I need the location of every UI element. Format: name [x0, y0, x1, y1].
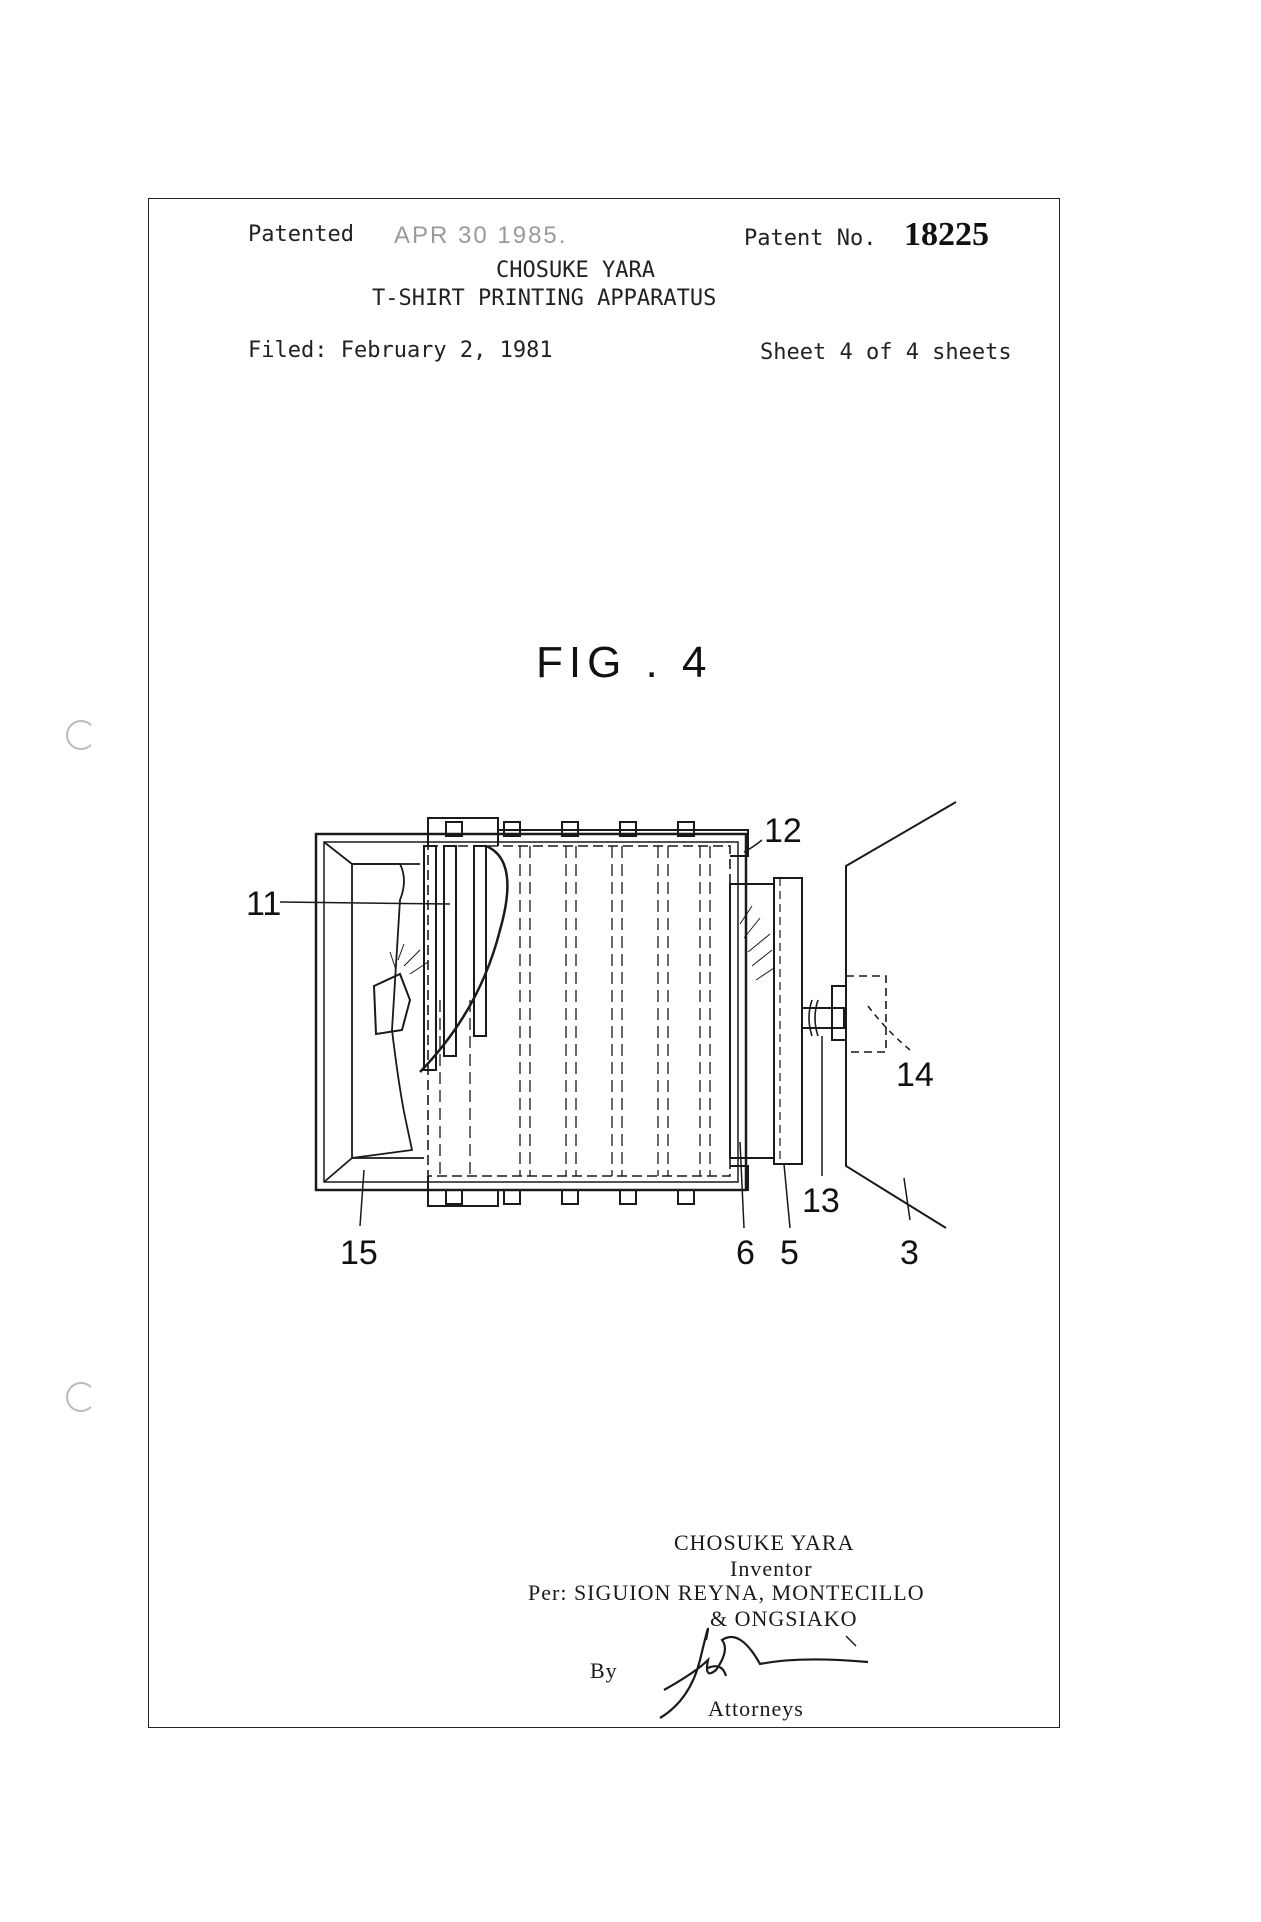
ref-numeral-15: 15: [340, 1234, 378, 1272]
patented-date-stamp: APR 30 1985.: [394, 222, 568, 249]
by-label: By: [590, 1658, 618, 1683]
ref-numeral-3: 3: [900, 1234, 919, 1272]
lamp-chamber: [352, 864, 412, 1158]
housing-bevel: [324, 842, 424, 1182]
print-head-5: [774, 878, 802, 1164]
patent-no-label: Patent No.: [744, 226, 877, 251]
patent-title: T-SHIRT PRINTING APPARATUS: [372, 286, 717, 311]
leader-lines: [280, 840, 910, 1228]
ref-numeral-13: 13: [802, 1182, 840, 1220]
bottom-tabs: [446, 1190, 694, 1204]
attorney-firm-line-2: & ONGSIAKO: [710, 1606, 858, 1631]
patent-number: 18225: [904, 216, 989, 253]
heater-plate-a: [424, 846, 436, 1070]
motor-14: [846, 976, 886, 1052]
inventor-role: Inventor: [730, 1556, 813, 1581]
machine-frame-3: [846, 802, 956, 1228]
housing-inner: [324, 842, 738, 1182]
attorney-firm-line: Per: SIGUION REYNA, MONTECILLO: [528, 1580, 925, 1605]
sheet-count: Sheet 4 of 4 sheets: [760, 340, 1012, 365]
inventor-name: CHOSUKE YARA: [674, 1530, 855, 1555]
ref-numeral-14: 14: [896, 1056, 934, 1094]
ref-numeral-12: 12: [764, 812, 802, 850]
heater-plate-b: [444, 846, 456, 1056]
shaft-ring: [809, 1000, 818, 1036]
filed-date: Filed: February 2, 1981: [248, 338, 553, 363]
figure-title: FIG . 4: [536, 638, 713, 687]
ref-numeral-5: 5: [780, 1234, 799, 1272]
ref-numeral-6: 6: [736, 1234, 755, 1272]
ref-numeral-11: 11: [246, 885, 282, 923]
print-head-6: [730, 884, 774, 1158]
attorneys-label: Attorneys: [708, 1696, 804, 1721]
heater-cover-curve: [420, 846, 507, 1072]
housing-outer: [316, 834, 746, 1190]
signature-tick: [846, 1636, 856, 1646]
patented-label: Patented: [248, 222, 354, 247]
heater-plate-c: [474, 846, 486, 1036]
screen-dividers: [440, 846, 710, 1176]
inventor-name-header: CHOSUKE YARA: [496, 258, 655, 283]
